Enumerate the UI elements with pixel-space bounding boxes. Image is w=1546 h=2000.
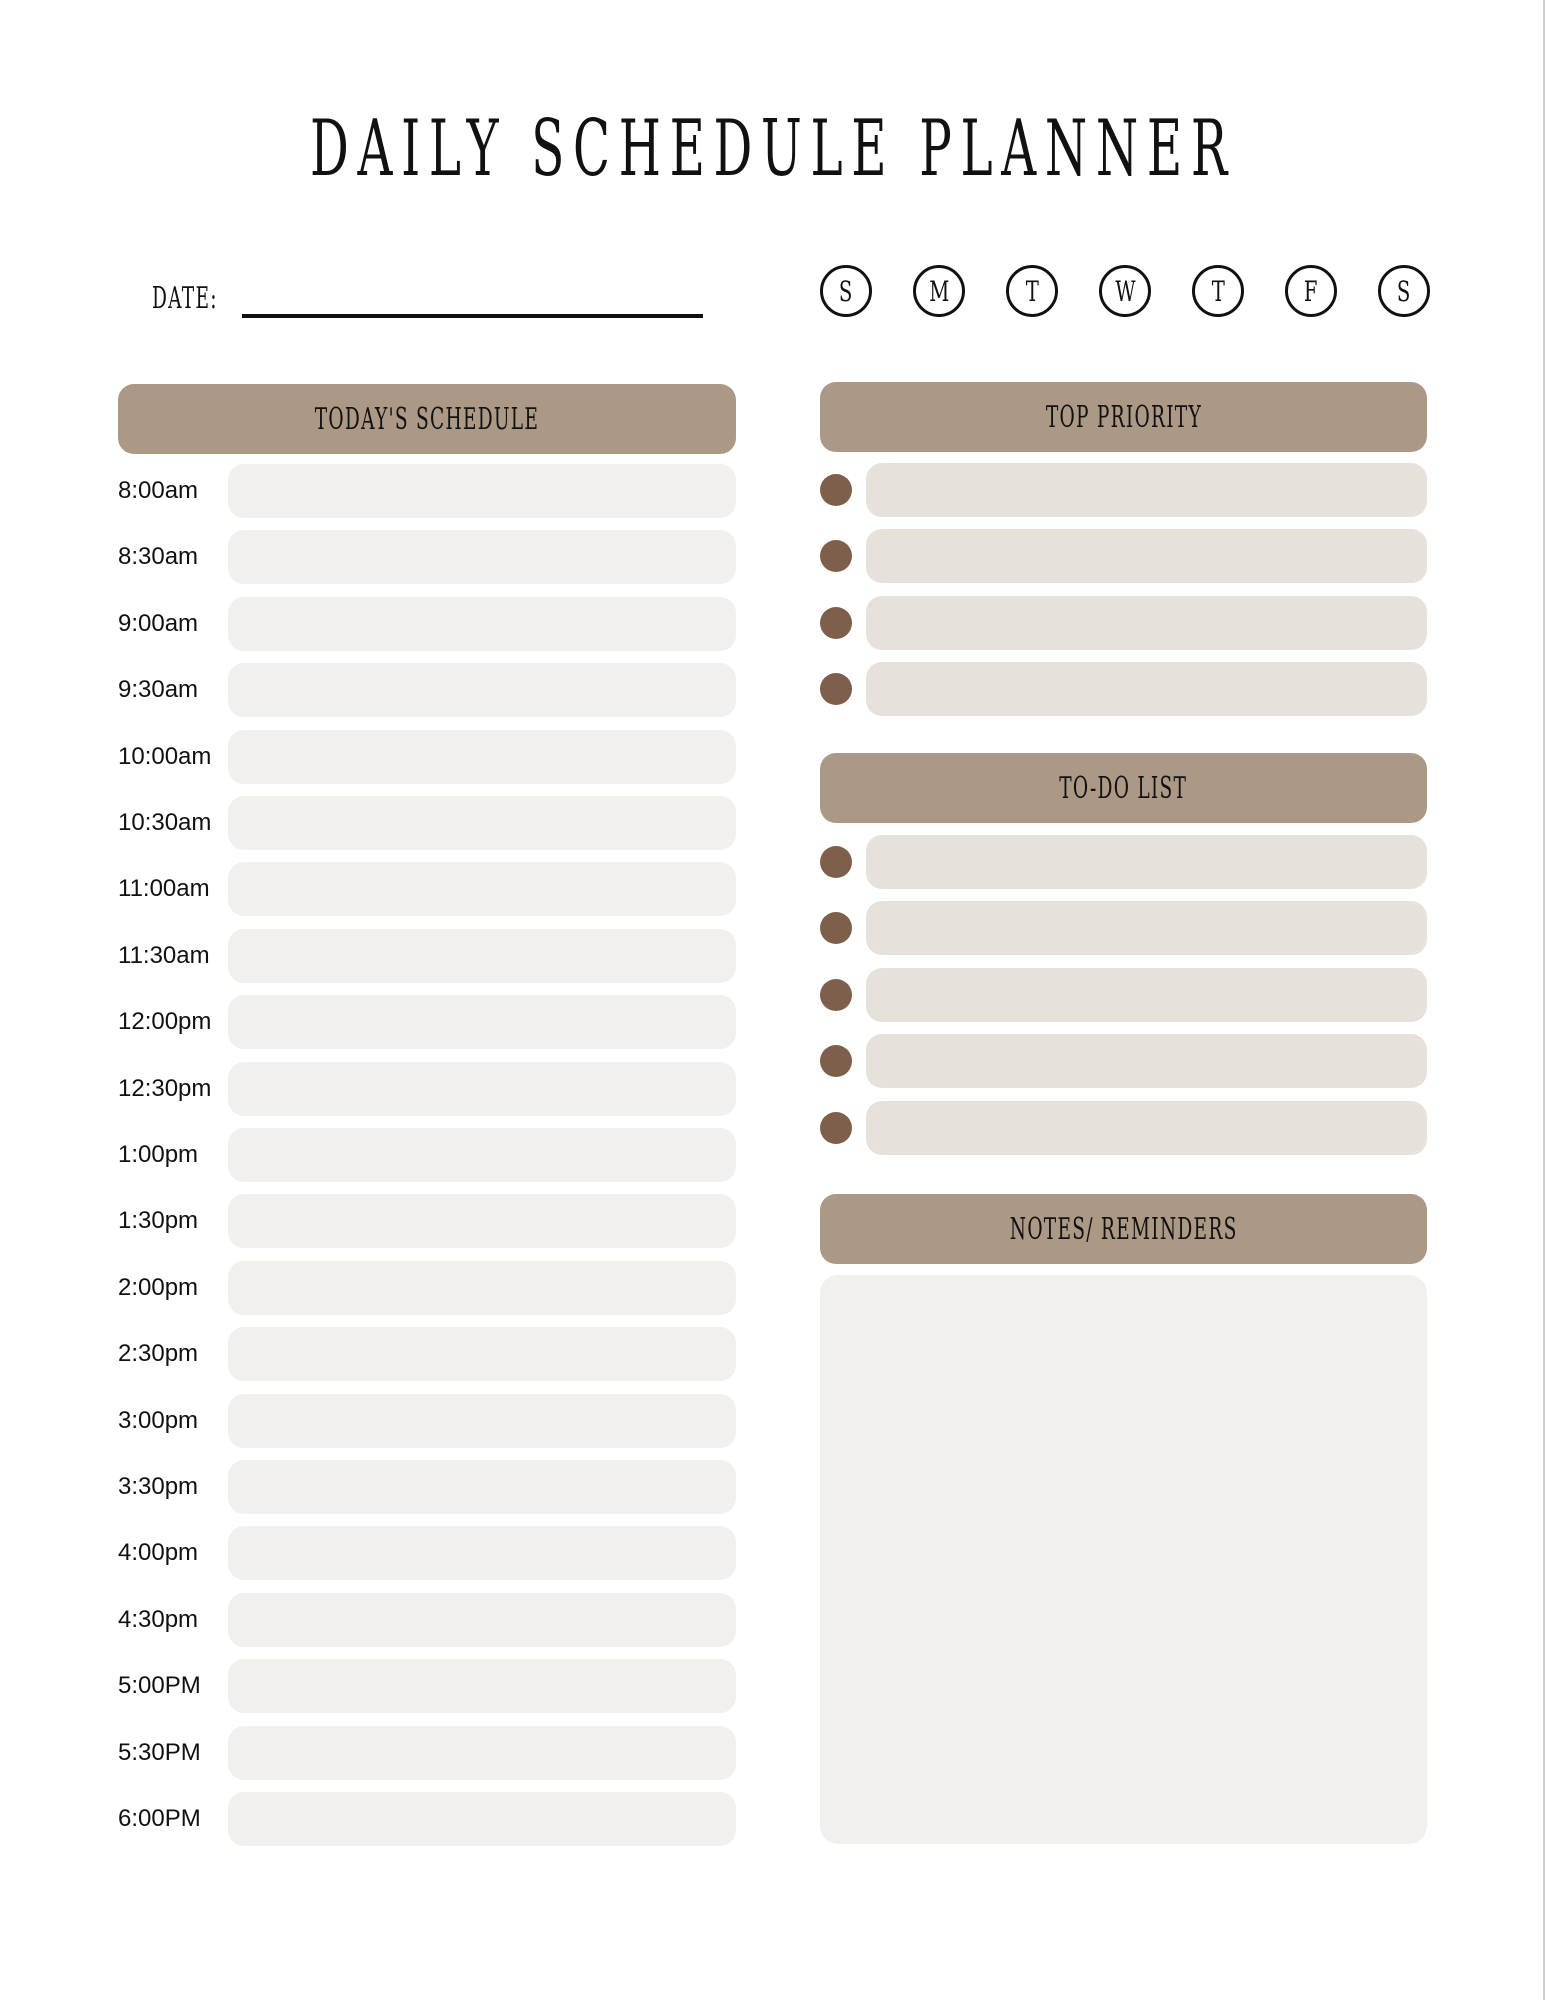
schedule-row xyxy=(118,1460,738,1514)
schedule-row xyxy=(118,464,738,518)
time-label: 1:00pm xyxy=(118,1141,199,1168)
schedule-entry-field[interactable] xyxy=(228,663,736,717)
date-label: DATE: xyxy=(152,281,218,316)
day-letter: T xyxy=(1211,274,1225,308)
todo-row xyxy=(820,968,1427,1022)
schedule-entry-field[interactable] xyxy=(228,995,736,1049)
bullet-icon xyxy=(820,1112,852,1144)
time-label: 11:30am xyxy=(118,942,210,969)
todo-row xyxy=(820,1101,1427,1155)
schedule-row xyxy=(118,1792,738,1846)
schedule-row xyxy=(118,1194,738,1248)
schedule-row xyxy=(118,995,738,1049)
time-label: 11:00am xyxy=(118,875,210,902)
schedule-entry-field[interactable] xyxy=(228,796,736,850)
schedule-entry-field[interactable] xyxy=(228,1327,736,1381)
schedule-row xyxy=(118,1659,738,1713)
schedule-row xyxy=(118,1062,738,1116)
time-label: 5:30PM xyxy=(118,1739,201,1766)
time-label: 8:00am xyxy=(118,477,199,504)
notes-header xyxy=(820,1194,1427,1264)
todo-row xyxy=(820,901,1427,955)
todo-entry-field[interactable] xyxy=(866,901,1427,955)
schedule-row xyxy=(118,862,738,916)
time-label: 1:30pm xyxy=(118,1207,199,1234)
schedule-header xyxy=(118,384,736,454)
priority-entry-field[interactable] xyxy=(866,463,1427,517)
todo-header xyxy=(820,753,1427,823)
schedule-entry-field[interactable] xyxy=(228,730,736,784)
schedule-entry-field[interactable] xyxy=(228,862,736,916)
bullet-icon xyxy=(820,1045,852,1077)
day-circle-friday[interactable] xyxy=(1285,265,1337,317)
priority-row xyxy=(820,596,1427,650)
day-letter: S xyxy=(1397,274,1411,308)
schedule-row xyxy=(118,1327,738,1381)
schedule-row xyxy=(118,1526,738,1580)
time-label: 6:00PM xyxy=(118,1805,201,1832)
schedule-row xyxy=(118,663,738,717)
schedule-row xyxy=(118,929,738,983)
day-letter: W xyxy=(1114,274,1136,308)
time-label: 2:00pm xyxy=(118,1274,199,1301)
todo-entry-field[interactable] xyxy=(866,1101,1427,1155)
schedule-entry-field[interactable] xyxy=(228,1460,736,1514)
time-label: 4:30pm xyxy=(118,1606,199,1633)
schedule-row xyxy=(118,530,738,584)
day-letter: M xyxy=(928,274,950,308)
time-label: 9:30am xyxy=(118,676,199,703)
time-label: 4:00pm xyxy=(118,1539,199,1566)
schedule-row xyxy=(118,1593,738,1647)
page-title: DAILY SCHEDULE PLANNER xyxy=(310,104,1236,194)
day-circle-tuesday[interactable] xyxy=(1006,265,1058,317)
schedule-entry-field[interactable] xyxy=(228,1128,736,1182)
schedule-row xyxy=(118,1128,738,1182)
time-label: 10:30am xyxy=(118,809,212,836)
top-priority-header-label: TOP PRIORITY xyxy=(1045,399,1202,435)
day-circle-saturday[interactable] xyxy=(1378,265,1430,317)
priority-row xyxy=(820,529,1427,583)
schedule-entry-field[interactable] xyxy=(228,1062,736,1116)
schedule-entry-field[interactable] xyxy=(228,597,736,651)
schedule-row xyxy=(118,1261,738,1315)
time-label: 12:30pm xyxy=(118,1075,212,1102)
schedule-entry-field[interactable] xyxy=(228,1194,736,1248)
schedule-entry-field[interactable] xyxy=(228,929,736,983)
top-priority-header xyxy=(820,382,1427,452)
todo-header-label: TO-DO LIST xyxy=(1059,770,1188,806)
time-label: 5:00PM xyxy=(118,1672,201,1699)
day-circle-sunday[interactable] xyxy=(820,265,872,317)
schedule-entry-field[interactable] xyxy=(228,1526,736,1580)
day-letter: F xyxy=(1304,274,1318,308)
page-edge xyxy=(1543,0,1545,2000)
bullet-icon xyxy=(820,540,852,572)
bullet-icon xyxy=(820,912,852,944)
schedule-entry-field[interactable] xyxy=(228,464,736,518)
todo-entry-field[interactable] xyxy=(866,835,1427,889)
weekday-selector xyxy=(820,265,1430,319)
todo-row xyxy=(820,1034,1427,1088)
bullet-icon xyxy=(820,673,852,705)
bullet-icon xyxy=(820,846,852,878)
todo-row xyxy=(820,835,1427,889)
schedule-row xyxy=(118,1394,738,1448)
time-label: 3:00pm xyxy=(118,1407,199,1434)
time-label: 10:00am xyxy=(118,743,212,770)
day-circle-monday[interactable] xyxy=(913,265,965,317)
priority-entry-field[interactable] xyxy=(866,596,1427,650)
time-label: 8:30am xyxy=(118,543,199,570)
notes-header-label: NOTES/ REMINDERS xyxy=(1009,1211,1238,1247)
schedule-entry-field[interactable] xyxy=(228,1593,736,1647)
bullet-icon xyxy=(820,979,852,1011)
todo-entry-field[interactable] xyxy=(866,968,1427,1022)
schedule-row xyxy=(118,1726,738,1780)
priority-entry-field[interactable] xyxy=(866,662,1427,716)
time-label: 2:30pm xyxy=(118,1340,199,1367)
day-letter: S xyxy=(839,274,853,308)
schedule-row xyxy=(118,597,738,651)
time-label: 3:30pm xyxy=(118,1473,199,1500)
date-input-line[interactable] xyxy=(242,314,703,318)
schedule-entry-field[interactable] xyxy=(228,1726,736,1780)
schedule-row xyxy=(118,730,738,784)
day-circle-thursday[interactable] xyxy=(1192,265,1244,317)
priority-entry-field[interactable] xyxy=(866,529,1427,583)
schedule-entry-field[interactable] xyxy=(228,1792,736,1846)
priority-row xyxy=(820,662,1427,716)
schedule-row xyxy=(118,796,738,850)
bullet-icon xyxy=(820,474,852,506)
day-circle-wednesday[interactable] xyxy=(1099,265,1151,317)
schedule-entry-field[interactable] xyxy=(228,530,736,584)
priority-row xyxy=(820,463,1427,517)
day-letter: T xyxy=(1025,274,1039,308)
time-label: 9:00am xyxy=(118,610,199,637)
bullet-icon xyxy=(820,607,852,639)
todo-entry-field[interactable] xyxy=(866,1034,1427,1088)
schedule-header-label: TODAY'S SCHEDULE xyxy=(314,401,540,437)
schedule-entry-field[interactable] xyxy=(228,1261,736,1315)
schedule-entry-field[interactable] xyxy=(228,1659,736,1713)
time-label: 12:00pm xyxy=(118,1008,212,1035)
schedule-entry-field[interactable] xyxy=(228,1394,736,1448)
notes-box[interactable] xyxy=(820,1275,1427,1844)
